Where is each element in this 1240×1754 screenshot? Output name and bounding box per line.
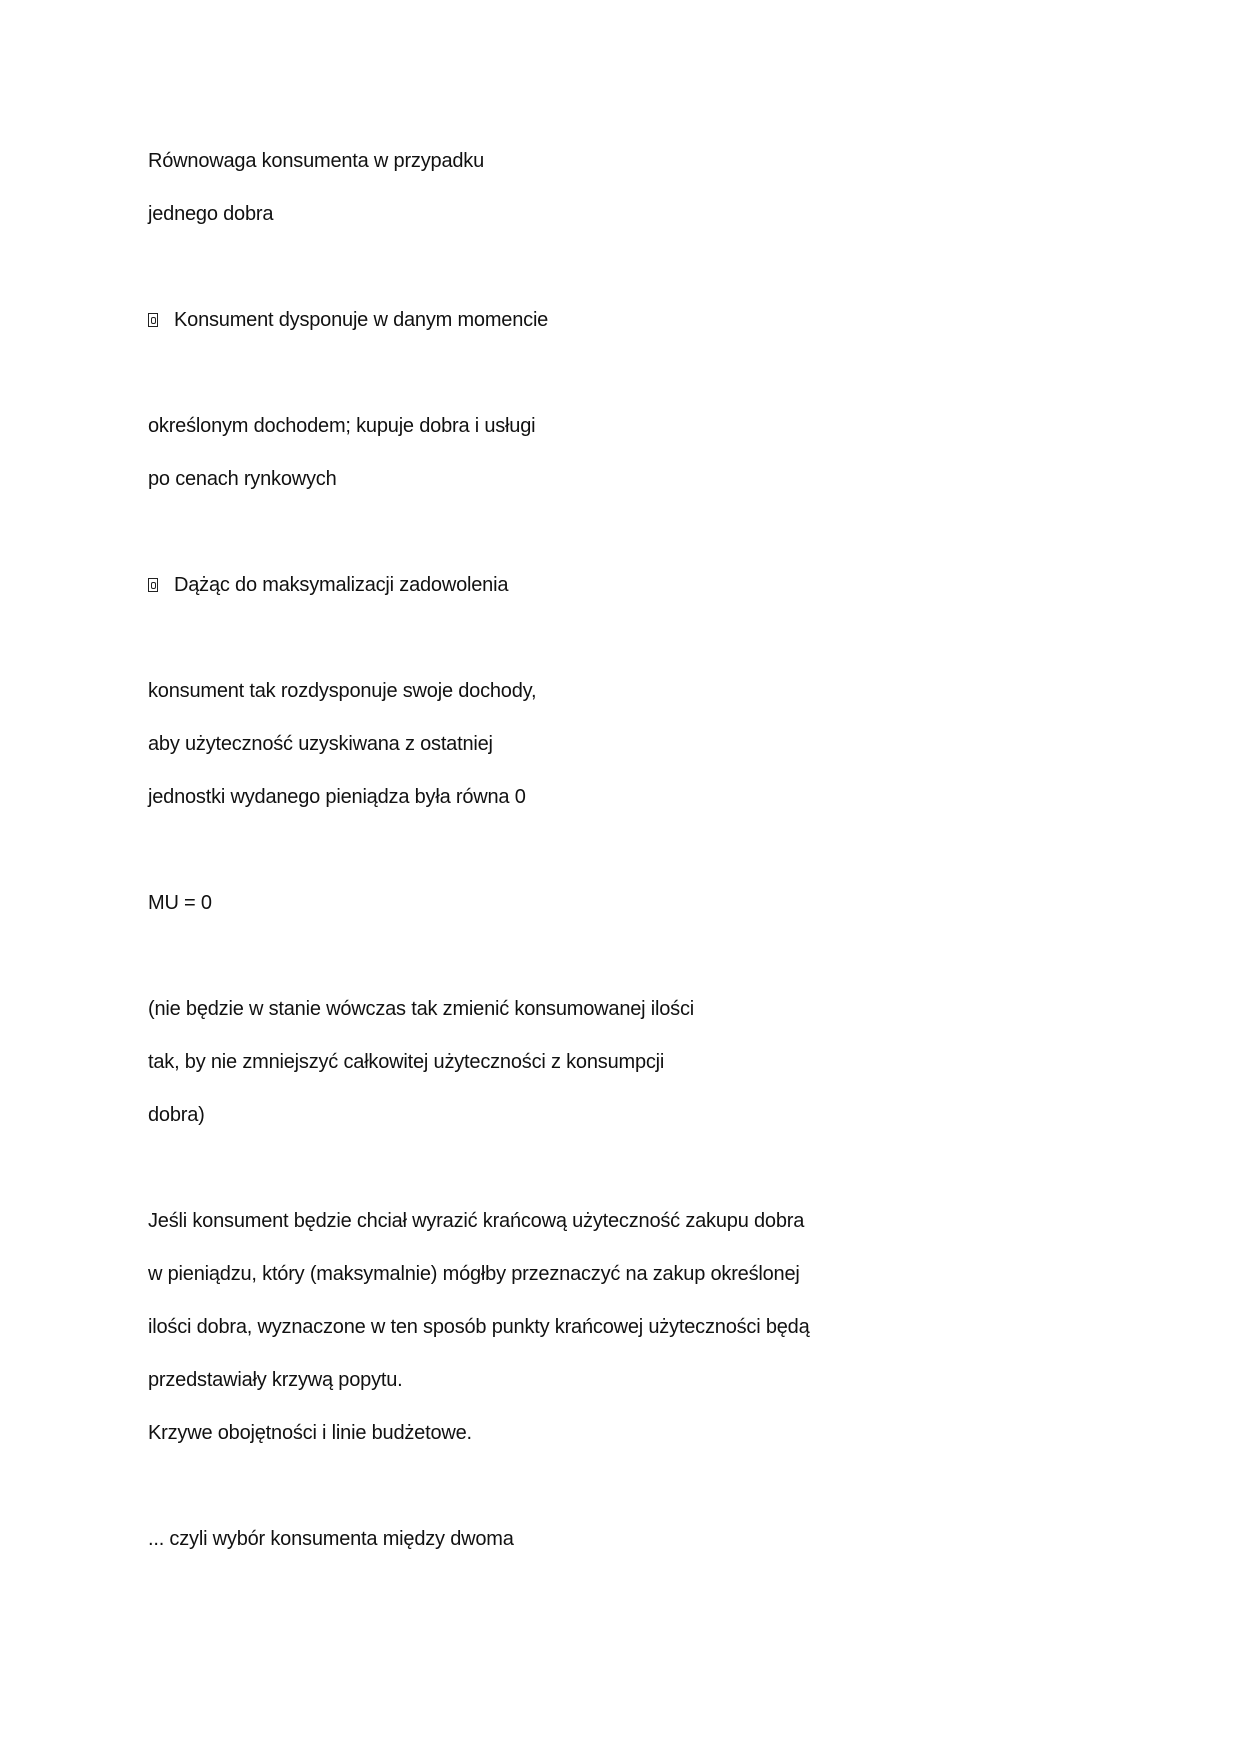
paragraph-line: tak, by nie zmniejszyć całkowitej użyteczności z konsumpcji	[148, 1051, 665, 1073]
bullet-item-2	[148, 572, 508, 598]
paragraph-line: po cenach rynkowych	[148, 468, 337, 490]
heading-line-1: Równowaga konsumenta w przypadku	[148, 150, 485, 172]
paragraph-line: jednostki wydanego pieniądza była równa 0	[148, 786, 526, 808]
bullet-item-text: Dążąc do maksymalizacji zadowolenia	[174, 574, 509, 596]
paragraph-line: określonym dochodem; kupuje dobra i usługi	[148, 415, 536, 437]
paragraph-line: przedstawiały krzywą popytu.	[148, 1369, 403, 1391]
formula-line: MU = 0	[148, 892, 212, 914]
bullet-item-1	[148, 307, 548, 333]
paragraph-line: dobra)	[148, 1104, 205, 1126]
paragraph-line: konsument tak rozdysponuje swoje dochody,	[148, 680, 537, 702]
missing-glyph-icon	[148, 578, 158, 592]
paragraph-line: ... czyli wybór konsumenta między dwoma	[148, 1528, 514, 1550]
paragraph-line: aby użyteczność uzyskiwana z ostatniej	[148, 733, 493, 755]
paragraph-line: (nie będzie w stanie wówczas tak zmienić konsumowanej ilości	[148, 998, 695, 1020]
paragraph-line: w pieniądzu, który (maksymalnie) mógłby przeznaczyć na zakup określonej	[148, 1263, 800, 1285]
heading-line-2: jednego dobra	[148, 203, 274, 225]
section-heading: Krzywe obojętności i linie budżetowe.	[148, 1422, 472, 1444]
bullet-item-text: Konsument dysponuje w danym momencie	[174, 309, 549, 331]
paragraph-line: ilości dobra, wyznaczone w ten sposób punkty krańcowej użyteczności będą	[148, 1316, 810, 1338]
missing-glyph-icon	[148, 313, 158, 327]
paragraph-line: Jeśli konsument będzie chciał wyrazić krańcową użyteczność zakupu dobra	[148, 1210, 805, 1232]
